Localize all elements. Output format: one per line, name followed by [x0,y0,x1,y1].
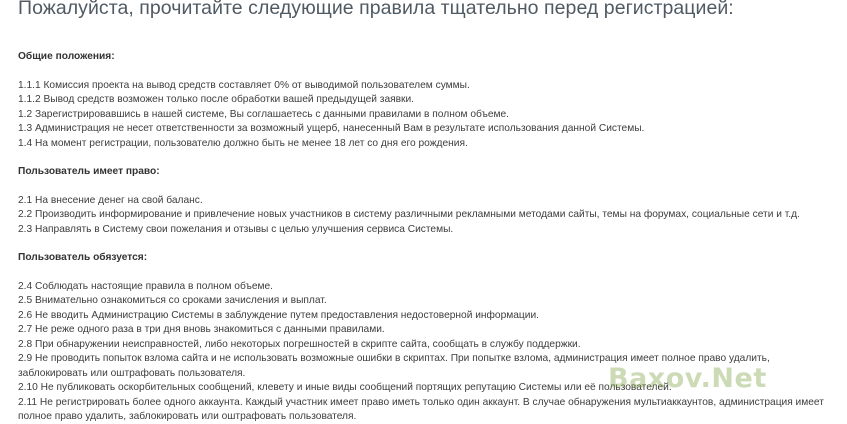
rule-2-10: 2.10 Не публиковать оскорбительных сообщений, клевету и иные виды сообщений портящих репутацию Системы или её пользователей. [18,382,672,393]
rule-2-3: 2.3 Направлять в Систему свои пожелания и отзывы с целью улучшения сервиса Системы. [18,223,454,235]
rule-2-7: 2.7 Не реже одного раза в три дня вновь знакомиться с данными правилами. [18,324,385,335]
section-user-obligations [18,251,838,424]
section-heading-user-obligations: Пользователь обязуется: [18,252,148,263]
watermark-logo: Baxov.Net [608,363,767,394]
section-user-rights [18,165,838,237]
rule-2-5: 2.5 Внимательно ознакомиться со сроками зачисления и выплат. [18,295,327,306]
section-general [18,50,838,151]
section-heading-user-rights: Пользователь имеет право: [18,166,160,177]
rule-2-9: 2.9 Не проводить попыток взлома сайта и не использовать возможные ошибки в скриптах. При попытке взлома, администрация имеет полное право удалить, заблокировать или оштрафовать пользователя. [18,353,770,379]
rule-1-2: 1.2 Зарегистрировавшись в нашей системе, Вы соглашаетесь с данными правилами в полном объеме. [18,108,510,120]
rule-2-4: 2.4 Соблюдать настоящие правила в полном объеме. [18,280,273,292]
rule-1-4: 1.4 На момент регистрации, пользователю должно быть не менее 18 лет со дня его рождения. [18,137,468,149]
section-spacer [18,151,838,165]
rule-1-3: 1.3 Администрация не несет ответственности за возможный ущерб, нанесенный Вам в результате использования данной Системы. [18,123,645,134]
page-title: Пожалуйста, прочитайте следующие правила тщательно перед регистрацией: [18,0,734,19]
rule-1-1-2: 1.1.2 Вывод средств возможен только после обработки вашей предыдущей заявки. [18,94,415,105]
section-spacer [18,237,838,251]
rule-2-2: 2.2 Производить информирование и привлечение новых участников в систему различными рекламными методами сайты, темы на форумах, социальные сети и т.д. [18,209,800,220]
section-heading-general: Общие положения: [18,51,115,62]
rules-content [18,50,838,424]
rule-2-1: 2.1 На внесение денег на свой баланс. [18,194,203,206]
rule-2-8: 2.8 При обнаружении неисправностей, либо некоторых погрешностей в скрипте сайта, сообщать в службу поддержки. [18,338,581,350]
rule-1-1-1: 1.1.1 Комиссия проекта на вывод средств составляет 0% от выводимой пользователем суммы. [18,79,470,91]
rule-2-11: 2.11 Не регистрировать более одного аккаунта. Каждый участник имеет право иметь только один аккаунт. В случае обнаружения мультиаккаунтов, администрация имеет полное право удалить, заблокировать или оштрафовать пользователя. [18,396,824,422]
rule-2-6: 2.6 Не вводить Администрацию Системы в заблуждение путем предоставления недостоверной информации. [18,309,539,321]
